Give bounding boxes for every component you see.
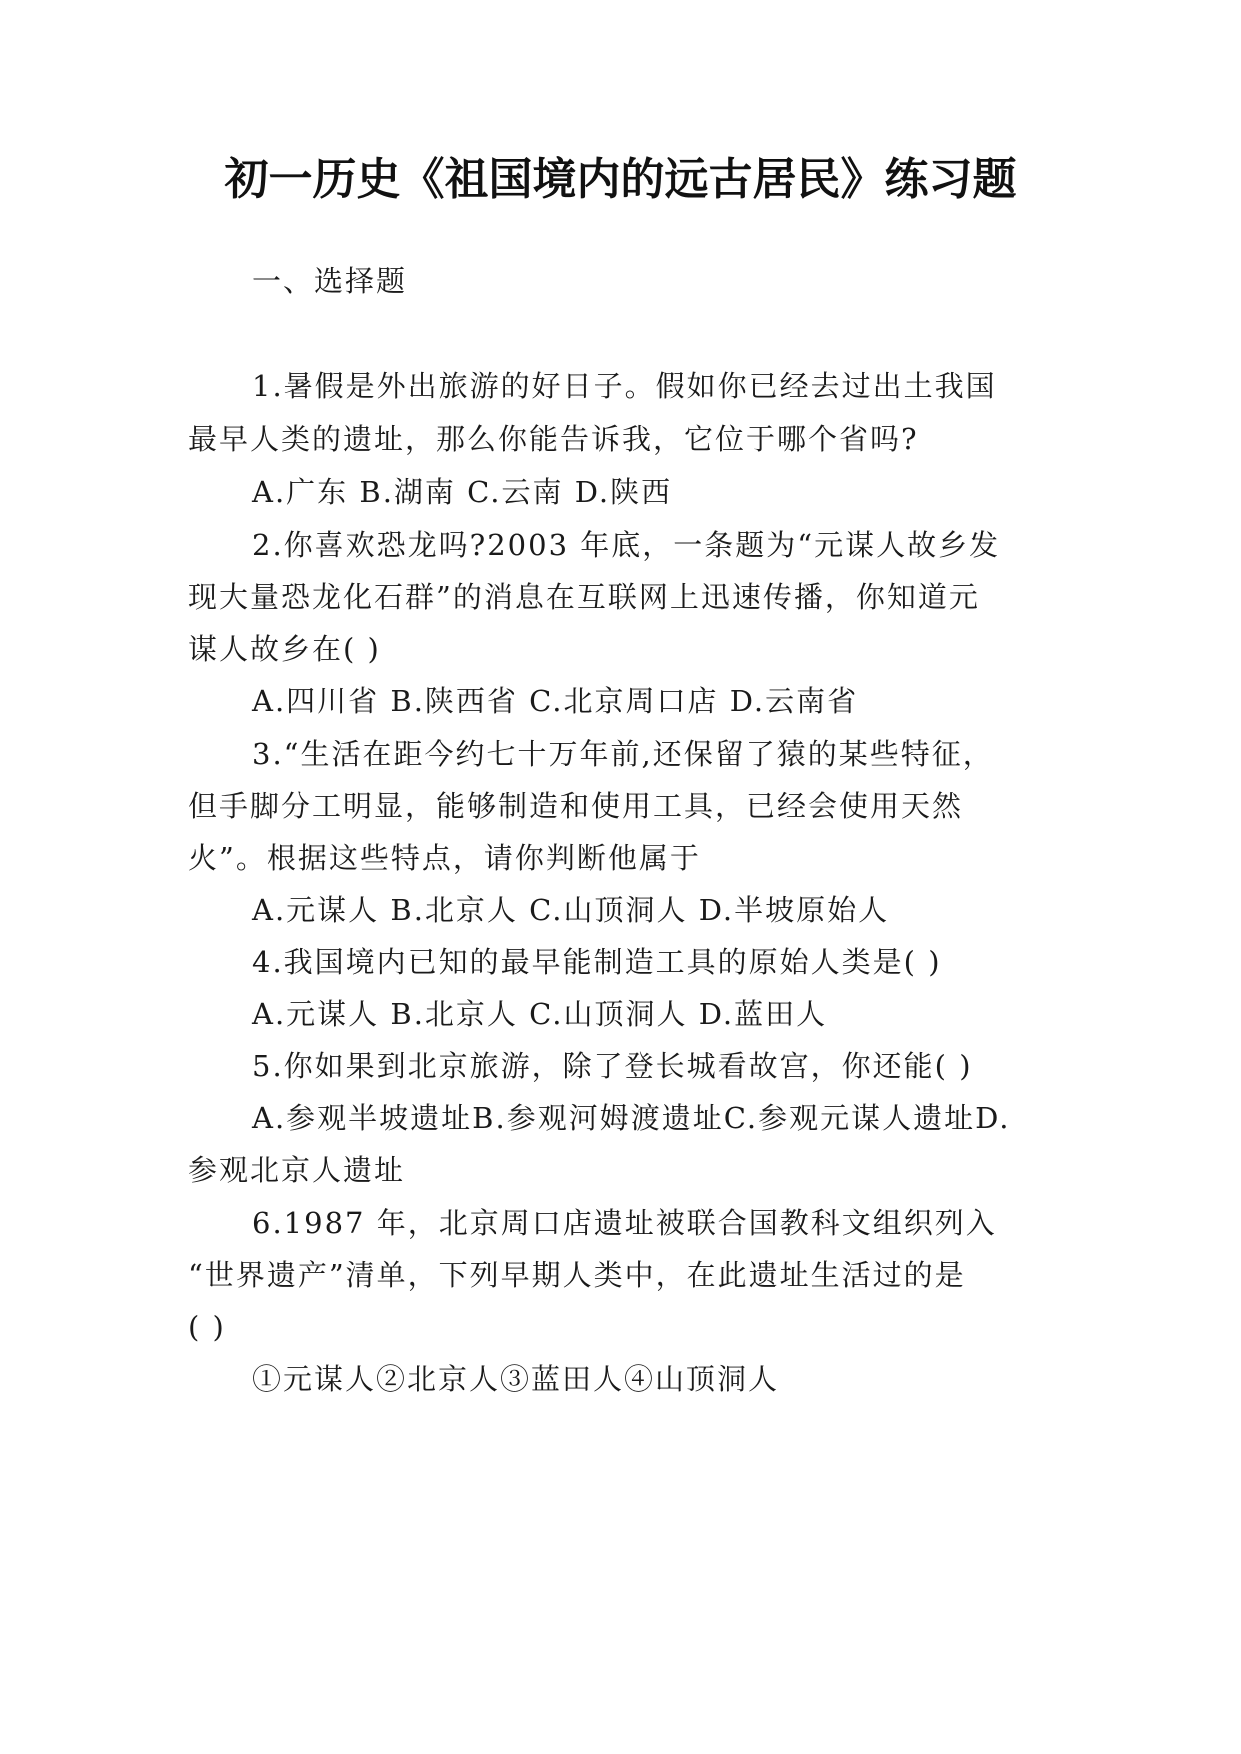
question-2-line-3: 谋人故乡在( ) bbox=[188, 632, 381, 666]
question-6-line-3: ( ) bbox=[188, 1310, 226, 1344]
question-5-options-line-2: 参观北京人遗址 bbox=[188, 1153, 406, 1187]
question-6-line-2: “世界遗产”清单，下列早期人类中，在此遗址生活过的是 bbox=[188, 1258, 966, 1292]
question-3-options: A.元谋人 B.北京人 C.山顶洞人 D.半坡原始人 bbox=[252, 893, 890, 927]
question-5-options-line-1: A.参观半坡遗址B.参观河姆渡遗址C.参观元谋人遗址D. bbox=[252, 1101, 1011, 1135]
question-1-options: A.广东 B.湖南 C.云南 D.陕西 bbox=[252, 475, 673, 509]
question-4-options: A.元谋人 B.北京人 C.山顶洞人 D.蓝田人 bbox=[252, 997, 828, 1031]
question-6-line-1: 6.1987 年，北京周口店遗址被联合国教科文组织列入 bbox=[252, 1206, 997, 1240]
section-heading: 一、选择题 bbox=[252, 264, 408, 298]
question-6-options: ①元谋人②北京人③蓝田人④山顶洞人 bbox=[252, 1362, 780, 1396]
question-3-line-2: 但手脚分工明显，能够制造和使用工具，已经会使用天然 bbox=[188, 789, 964, 823]
question-2-line-2: 现大量恐龙化石群”的消息在互联网上迅速传播，你知道元 bbox=[188, 580, 980, 614]
question-5-line-1: 5.你如果到北京旅游，除了登长城看故宫，你还能( ) bbox=[252, 1049, 973, 1083]
question-3-line-3: 火”。根据这些特点，请你判断他属于 bbox=[188, 841, 701, 875]
question-1-line-1: 1.暑假是外出旅游的好日子。假如你已经去过出土我国 bbox=[252, 369, 997, 403]
question-2-line-1: 2.你喜欢恐龙吗?2003 年底，一条题为“元谋人故乡发 bbox=[252, 528, 1001, 562]
question-3-line-1: 3.“生活在距今约七十万年前,还保留了猿的某些特征， bbox=[252, 737, 994, 771]
question-1-line-2: 最早人类的遗址，那么你能告诉我，它位于哪个省吗? bbox=[188, 422, 919, 456]
question-2-options: A.四川省 B.陕西省 C.北京周口店 D.云南省 bbox=[252, 684, 859, 718]
question-4-line-1: 4.我国境内已知的最早能制造工具的原始人类是( ) bbox=[252, 945, 942, 979]
document-title: 初一历史《祖国境内的远古居民》练习题 bbox=[224, 154, 1017, 205]
